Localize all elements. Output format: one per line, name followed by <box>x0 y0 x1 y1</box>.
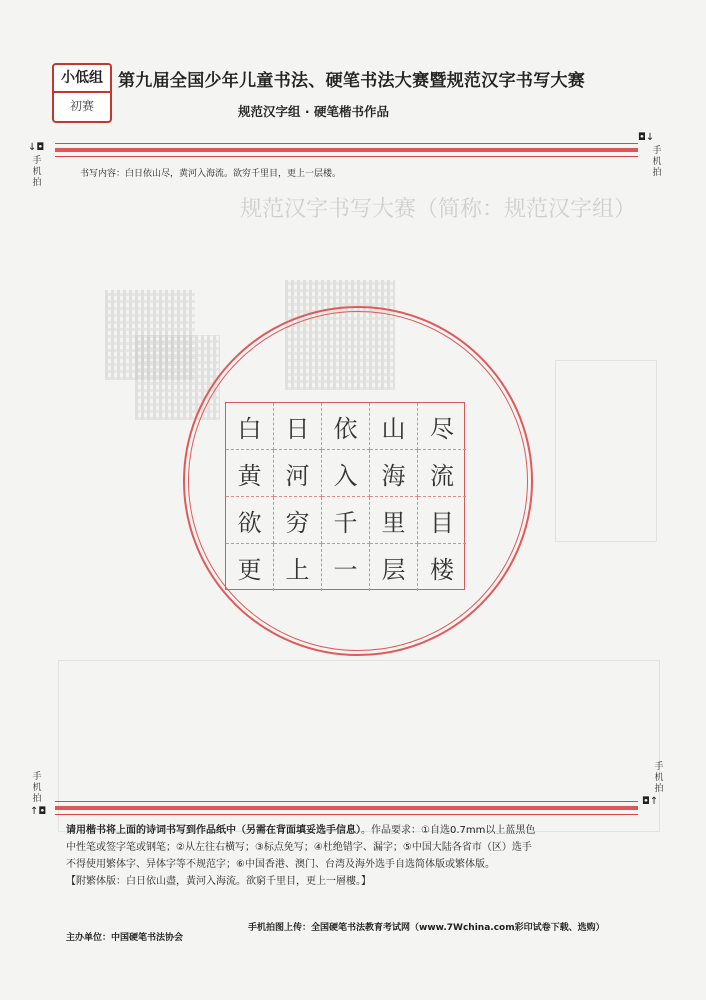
camera-icon: ↑◘ <box>30 806 47 817</box>
grid-cell: 白 <box>226 403 274 450</box>
group-badge <box>52 63 112 123</box>
grid-cell: 楼 <box>430 556 454 584</box>
grid-cell: 千 <box>322 497 370 544</box>
upload-info: 手机拍图上传：全国硬笔书法教育考试网（www.7Wchina.com彩印试卷下载、选购） <box>248 923 605 933</box>
side-label-bottom-left: 手机拍 <box>32 772 42 804</box>
organizer: 主办单位：中国硬笔书法协会 <box>66 933 184 943</box>
grid-cell: 穷 <box>274 497 322 544</box>
camera-icon: ◘↑ <box>642 796 659 807</box>
requirements-line3: 不得使用繁体字、异体字等不规范字；⑥中国香港、澳门、台湾及海外选手自选简体版或繁体版。 <box>66 859 495 870</box>
grid-cell: 尽 <box>418 403 466 450</box>
requirements-line2: 中性笔或签字笔或钢笔；②从左往右横写；③标点免写；④杜绝错字、漏字；⑤中国大陆各省市（区）选手 <box>66 842 532 853</box>
camera-icon: ◘↓ <box>638 132 655 143</box>
grid-cell: 更 <box>226 544 274 591</box>
grid-cell: 入 <box>322 450 370 497</box>
writing-grid <box>225 402 465 590</box>
grid-cell: 上 <box>274 544 322 591</box>
requirements-line1: 。作品要求：①自选0.7mm以上蓝黑色 <box>361 825 536 836</box>
requirements-appendix: 【附繁体版：白日依山盡，黃河入海流。欲窮千里目，更上一層樓。】 <box>66 876 371 887</box>
requirements-lead: 请用楷书将上面的诗词书写到作品纸中（另需在背面填妥选手信息） <box>66 825 361 836</box>
side-label-top-right: 手机拍 <box>652 146 662 178</box>
grid-cell: 欲 <box>226 497 274 544</box>
grid-cell: 层 <box>370 544 418 591</box>
grid-cell: 一 <box>322 544 370 591</box>
faint-icon-panel <box>555 360 657 542</box>
writing-content: 书写内容：白日依山尽，黄河入海流。欲穷千里目，更上一层楼。 <box>80 169 342 179</box>
requirements-block <box>66 822 646 890</box>
side-label-bottom-right: 手机拍 <box>654 762 664 794</box>
top-rule-thick <box>55 148 638 152</box>
group-label: 小低组 <box>54 65 110 93</box>
grid-cell: 海 <box>370 450 418 497</box>
bottom-rule-thin-2 <box>55 814 638 815</box>
camera-icon: ↓◘ <box>28 142 45 153</box>
grid-cell: 山 <box>370 403 418 450</box>
grid-cell: 流 <box>418 450 466 497</box>
grid-cell: 日 <box>274 403 322 450</box>
side-label-top-left: 手机拍 <box>32 156 42 188</box>
grid-cell: 黄 <box>226 450 274 497</box>
grid-cell: 依 <box>322 403 370 450</box>
stage-label: 初赛 <box>69 99 94 113</box>
grid-cell: 目 <box>418 497 466 544</box>
grid-cell: 里 <box>370 497 418 544</box>
bottom-rule-thin <box>55 801 638 802</box>
bottom-rule-thick <box>55 806 638 810</box>
faint-bg-title: 规范汉字书写大赛（简称：规范汉字组） <box>240 197 637 222</box>
grid-cell: 河 <box>274 450 322 497</box>
top-rule-thin-2 <box>55 156 638 157</box>
page-title: 第九届全国少年儿童书法、硬笔书法大赛暨规范汉字书写大赛 <box>118 71 586 91</box>
page-subtitle: 规范汉字组 · 硬笔楷书作品 <box>238 104 389 119</box>
top-rule-thin <box>55 143 638 144</box>
